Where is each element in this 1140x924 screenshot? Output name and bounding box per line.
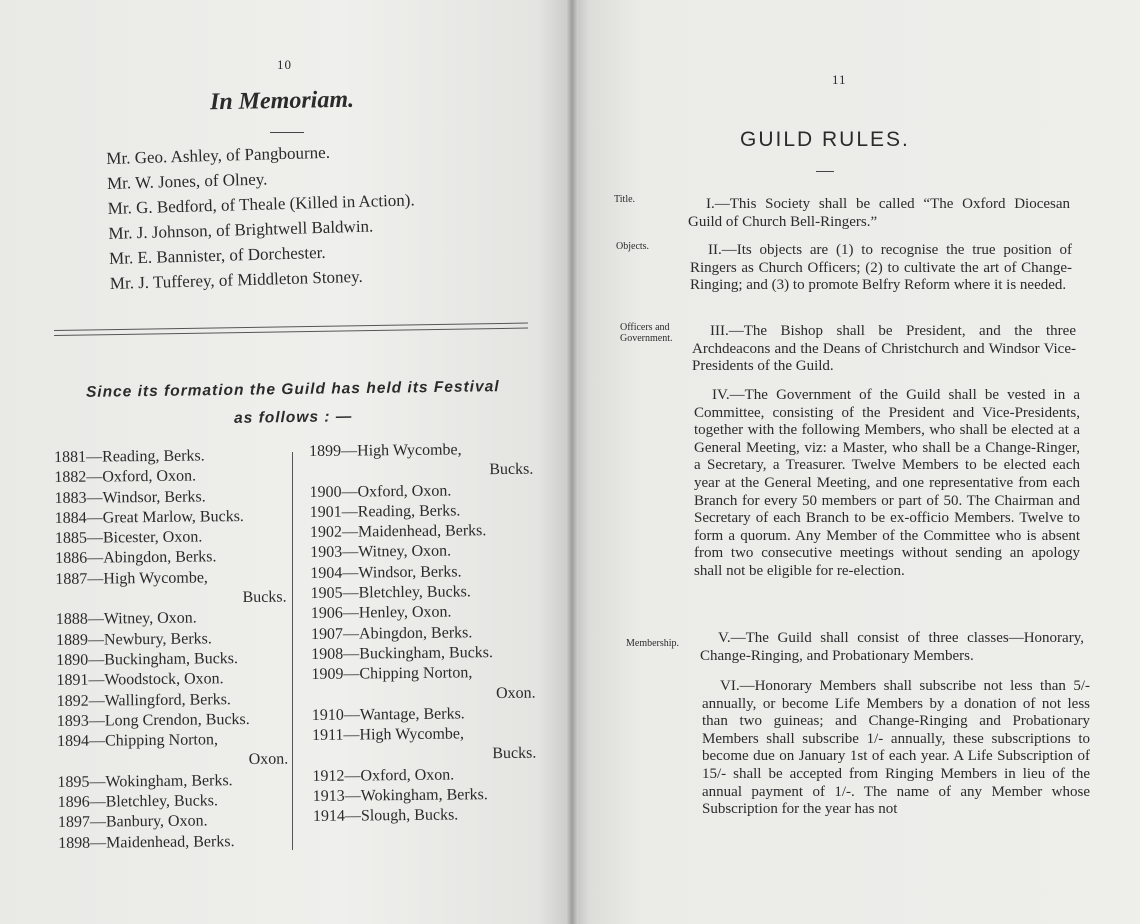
rule-5 bbox=[700, 630, 1084, 665]
festival-entry: 1909—Chipping Norton, bbox=[311, 664, 473, 684]
festival-entry: 1883—Windsor, Berks. bbox=[54, 488, 206, 507]
rule-4 bbox=[694, 387, 1080, 581]
festival-entry-continuation: Bucks. bbox=[242, 588, 287, 607]
sidenote-title: Title. bbox=[614, 194, 636, 205]
book-gutter bbox=[566, 0, 578, 924]
festival-list-column-1 bbox=[54, 446, 293, 854]
sidenote-officers bbox=[620, 322, 673, 344]
festival-entry: 1890—Buckingham, Bucks. bbox=[56, 650, 239, 669]
festival-heading-line-1: Since its formation the Guild has held its Festival bbox=[85, 378, 500, 401]
festival-entry: 1902—Maidenhead, Berks. bbox=[309, 522, 487, 542]
page-number-right: 11 bbox=[832, 72, 847, 87]
festival-entry: 1899—High Wycombe, bbox=[309, 441, 462, 460]
festival-entry-continuation: Bucks. bbox=[489, 460, 534, 479]
festival-entry: 1895—Wokingham, Berks. bbox=[57, 771, 233, 791]
festival-entry: 1911—High Wycombe, bbox=[311, 725, 465, 745]
festival-entry-continuation: Oxon. bbox=[495, 684, 536, 702]
festival-entry: 1891—Woodstock, Oxon. bbox=[56, 670, 224, 690]
festival-entry: 1884—Great Marlow, Bucks. bbox=[54, 507, 244, 527]
memoriam-entry: Mr. J. Johnson, of Brightwell Baldwin. bbox=[108, 216, 374, 243]
festival-entry: 1881—Reading, Berks. bbox=[54, 447, 205, 466]
festival-entry: 1905—Bletchley, Bucks. bbox=[310, 583, 471, 603]
festival-entry: 1885—Bicester, Oxon. bbox=[54, 528, 203, 548]
rule-4-text: IV.—The Government of the Guild shall be vested in a Committee, consisting of the President and Vice-Presidents, together with the following Members, who shall be elected at a General Meeting, viz: a Master, who shall be a Change-Ringer, a Secretary, a Treasurer. Twelve Members to be elected each year at the General Meeting, and one representative from each Branch for every 50 members or part of 50. The Chairman and Secretary of each Branch to be ex-officio Members. Twelve to form a quorum. Any Member of the Committee who is absent from two consecutive meetings without sending an apology shall not be eligible for re-election. bbox=[694, 387, 1080, 579]
festival-entry: 1893—Long Crendon, Bucks. bbox=[56, 710, 250, 730]
festival-entry: 1889—Newbury, Berks. bbox=[55, 630, 212, 649]
memoriam-entry: Mr. G. Bedford, of Theale (Killed in Action). bbox=[107, 190, 415, 218]
rule-3 bbox=[692, 323, 1076, 376]
festival-entry: 1900—Oxford, Oxon. bbox=[309, 482, 452, 501]
title-rule bbox=[270, 132, 304, 133]
rule-3-text: III.—The Bishop shall be President, and the three Archdeacons and the Deans of Christchurch and Windsor Vice-Presidents of the Guild. bbox=[692, 323, 1076, 375]
rule-6-text: VI.—Honorary Members shall subscribe not less than 5/- annually, or become Life Members by a donation of not less than two guineas; and Change-Ringing and Probationary Members shall subscribe 1/- annually, these subscriptions to become due on January 1st of each year. A Life Subscription of 15/- shall be accepted from Ringing Members in lieu of the annual payment of 1/-. The name of any Member whose Subscription for the year has not bbox=[702, 678, 1090, 818]
festival-entry: 1898—Maidenhead, Berks. bbox=[58, 832, 235, 852]
festival-entry-continuation: Bucks. bbox=[492, 745, 537, 763]
festival-entry-continuation: Oxon. bbox=[248, 751, 289, 769]
memoriam-entry: Mr. Geo. Ashley, of Pangbourne. bbox=[106, 142, 331, 168]
festival-entry: 1904—Windsor, Berks. bbox=[310, 563, 462, 582]
festival-heading bbox=[58, 373, 529, 436]
festival-entry: 1907—Abingdon, Berks. bbox=[310, 623, 473, 643]
festival-entry: 1906—Henley, Oxon. bbox=[310, 603, 452, 623]
rule-2-text: II.—Its objects are (1) to recognise the true position of Ringers as Church Officers; (2) to cultivate the art of Change-Ringing; and (3) to promote Belfry Reform where it is needed. bbox=[690, 242, 1072, 294]
guild-rules-title: GUILD RULES. bbox=[740, 128, 910, 151]
sidenote-membership: Membership. bbox=[626, 638, 680, 649]
festival-heading-line-2: as follows : — bbox=[233, 408, 353, 427]
sidenote-officers-line-2: Government. bbox=[620, 333, 673, 344]
memoriam-entry: Mr. W. Jones, of Olney. bbox=[106, 169, 268, 193]
festival-entry: 1886—Abingdon, Berks. bbox=[55, 548, 217, 568]
page-number-left: 10 bbox=[277, 57, 292, 72]
festival-entry: 1908—Buckingham, Bucks. bbox=[311, 644, 494, 663]
festival-entry: 1892—Wallingford, Berks. bbox=[56, 690, 231, 710]
rule-2 bbox=[690, 242, 1072, 295]
memoriam-entry: Mr. E. Bannister, of Dorchester. bbox=[108, 242, 326, 268]
memoriam-list bbox=[106, 134, 530, 296]
festival-entry: 1896—Bletchley, Bucks. bbox=[57, 792, 219, 812]
festival-entry: 1912—Oxford, Oxon. bbox=[312, 766, 455, 785]
festival-entry: 1894—Chipping Norton, bbox=[56, 731, 219, 751]
memoriam-title: In Memoriam. bbox=[209, 86, 355, 116]
column-divider bbox=[292, 452, 293, 850]
festival-list-column-2 bbox=[309, 440, 541, 828]
festival-entry: 1901—Reading, Berks. bbox=[309, 502, 461, 521]
festival-entry: 1910—Wantage, Berks. bbox=[311, 705, 465, 724]
title-rule bbox=[816, 171, 834, 172]
festival-entry: 1888—Witney, Oxon. bbox=[55, 609, 197, 629]
festival-entry: 1897—Banbury, Oxon. bbox=[57, 812, 208, 832]
memoriam-entry: Mr. J. Tufferey, of Middleton Stoney. bbox=[109, 266, 363, 293]
festival-entry: 1882—Oxford, Oxon. bbox=[54, 467, 197, 487]
sidenote-officers-line-1: Officers and bbox=[620, 322, 670, 333]
rule-1-text: I.—This Society shall be called “The Oxford Diocesan Guild of Church Bell-Ringers.” bbox=[688, 196, 1070, 230]
rule-5-text: V.—The Guild shall consist of three classes—Honorary, Change-Ringing, and Probationary Members. bbox=[700, 630, 1084, 664]
rule-1 bbox=[688, 196, 1070, 231]
section-divider bbox=[54, 323, 528, 336]
festival-entry: 1914—Slough, Bucks. bbox=[312, 806, 459, 826]
sidenote-objects: Objects. bbox=[616, 241, 650, 252]
festival-entry: 1913—Wokingham, Berks. bbox=[312, 786, 488, 806]
rule-6 bbox=[702, 678, 1090, 819]
festival-entry: 1887—High Wycombe, bbox=[55, 569, 208, 588]
festival-entry: 1903—Witney, Oxon. bbox=[310, 543, 452, 562]
